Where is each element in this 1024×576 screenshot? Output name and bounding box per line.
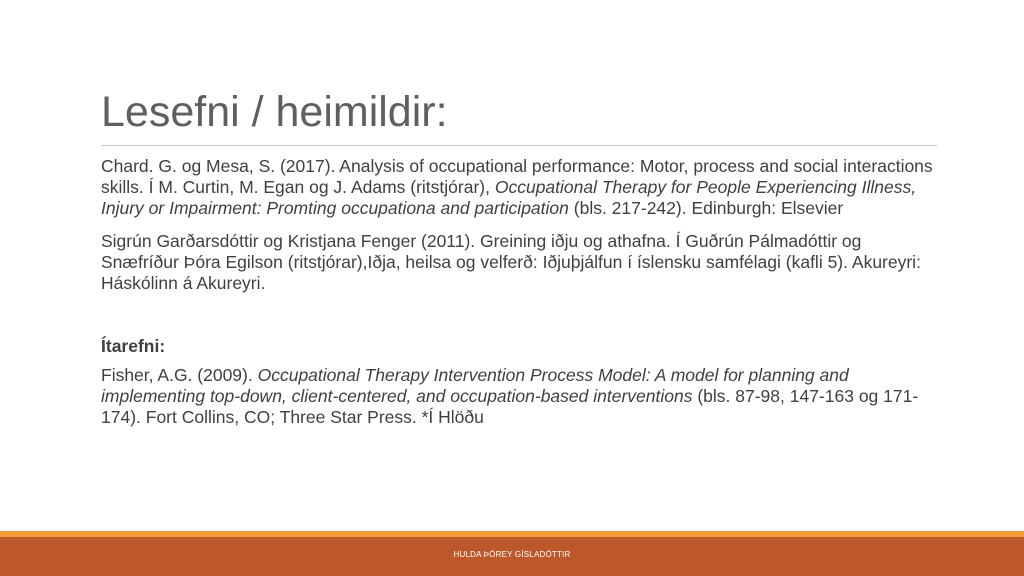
reference-book-title: Occupational Therapy Intervention Process Model: A model for planning and implementing top-down, client-centered, and occupation-based interventions bbox=[101, 365, 849, 406]
reference-text: Fisher, A.G. (2009). bbox=[101, 365, 258, 385]
title-divider bbox=[101, 145, 937, 146]
reference-text: Chard. G. og Mesa, S. (2017). Analysis of occupational performance: Motor, process and social interactions skills. Í M. Curtin, M. Egan og J. Adams (ritstjórar), bbox=[101, 156, 933, 197]
footer-author: HULDA ÞÓREY GÍSLADÓTTIR bbox=[453, 550, 571, 559]
reference-item bbox=[101, 231, 937, 294]
reference-text: Sigrún Garðarsdóttir og Kristjana Fenger (2011). Greining iðju og athafna. Í Guðrún Pálmadóttir og Snæfríður Þóra Egilson (ritstjórar),Iðja, heilsa og velferð: Iðjuþjálfun í íslensku samfélagi (kafli 5). Akureyri: Háskólinn á Akureyri. bbox=[101, 231, 921, 293]
further-reading-item bbox=[101, 365, 937, 428]
reference-text: (bls. 87-98, 147-163 og 171-174). Fort Collins, CO; Three Star Press. *Í Hlöðu bbox=[101, 386, 919, 427]
reference-item bbox=[101, 156, 937, 219]
reference-book-title: Occupational Therapy for People Experiencing Illness, Injury or Impairment: Promting occupationa and participation bbox=[101, 177, 917, 218]
reference-text: (bls. 217-242). Edinburgh: Elsevier bbox=[568, 198, 844, 218]
further-reading-heading: Ítarefni: bbox=[101, 336, 166, 356]
slide-title: Lesefni / heimildir: bbox=[101, 88, 448, 136]
slide-body bbox=[101, 156, 937, 428]
